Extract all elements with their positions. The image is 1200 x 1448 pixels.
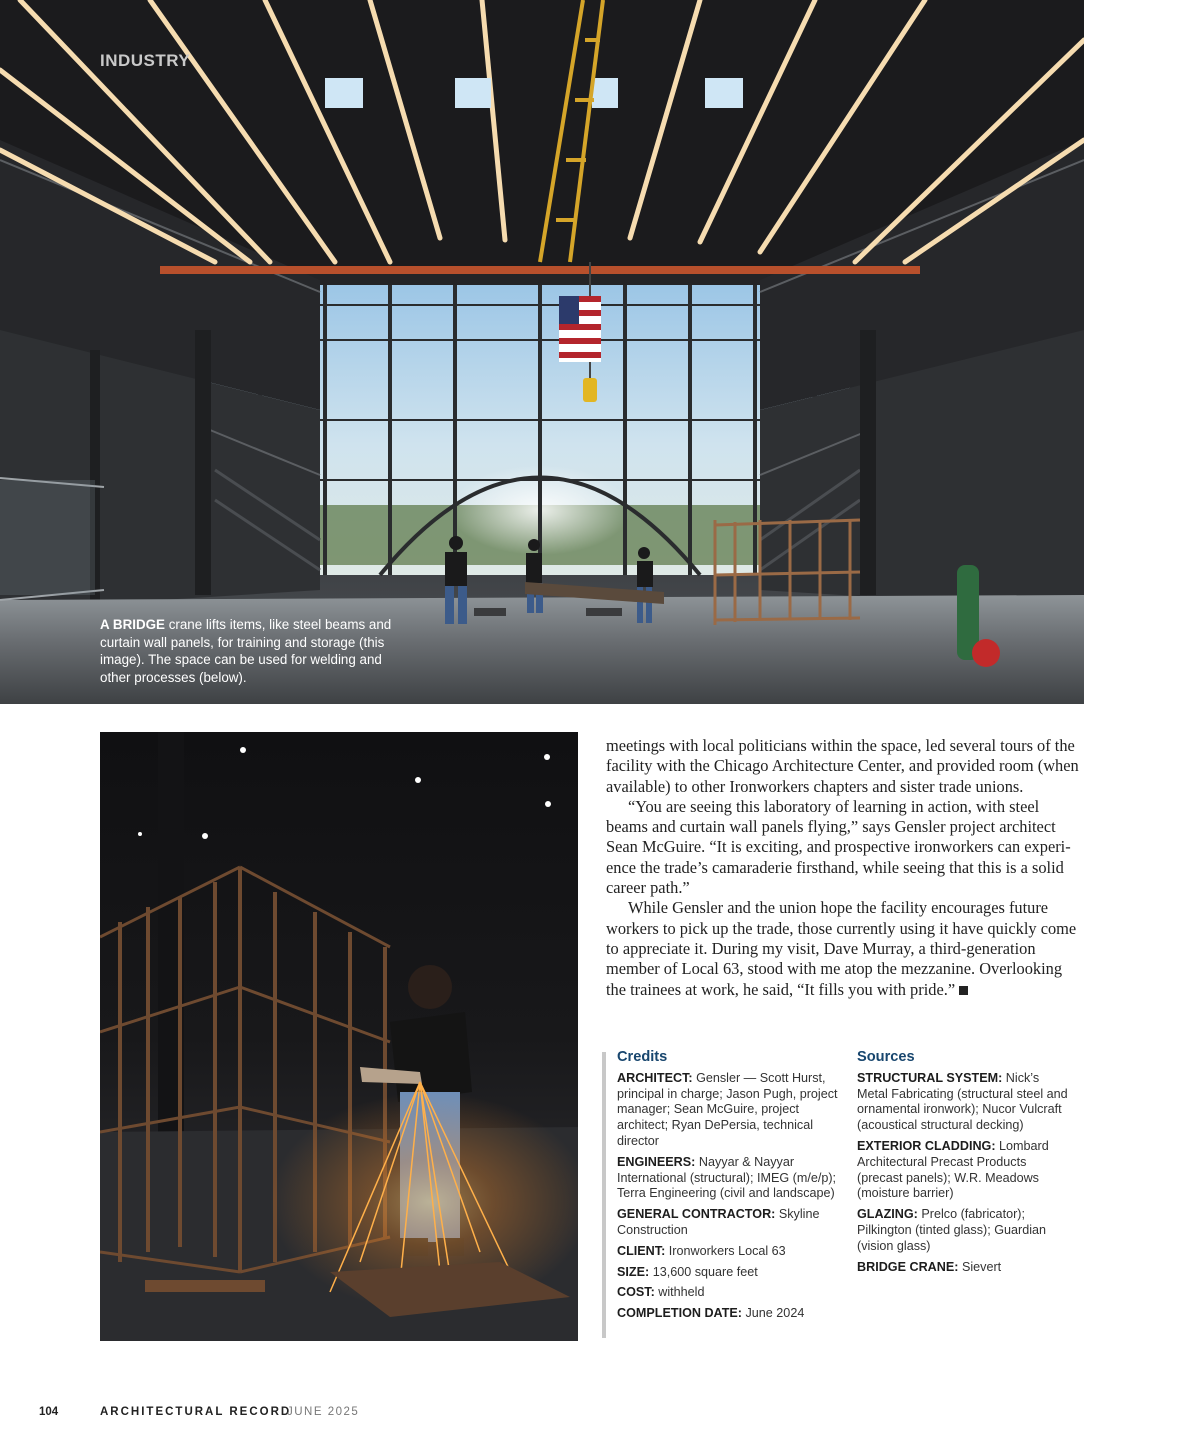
hero-caption-lead: A BRIDGE	[100, 617, 165, 632]
issue-date: JUNE 2025	[287, 1406, 360, 1418]
source-label: BRIDGE CRANE:	[857, 1259, 959, 1274]
body-paragraph: “You are seeing this laboratory of learning in action, with steel beams and curtain wall panels flying,” says Gensler project architect Sean McGuire. “It is exciting, and prospective ironworkers can experience the trade’s camaraderie firsthand, while seeing that this is a solid career path.”	[606, 796, 1071, 898]
source-entry	[857, 1260, 1072, 1276]
source-label: GLAZING:	[857, 1207, 918, 1222]
welding-photo-illustration	[100, 732, 578, 1341]
hero-photo-illustration	[0, 0, 1084, 704]
credit-entry	[617, 1071, 845, 1150]
credit-value: June 2024	[745, 1306, 805, 1321]
hero-caption	[100, 616, 400, 686]
source-entry	[857, 1071, 1072, 1134]
credit-entry	[617, 1244, 845, 1260]
source-value: Nick’s Metal Fabricating (structural steel and ornamental ironwork); Nucor Vulcraft (acoustical structural decking)	[857, 1070, 1068, 1133]
end-mark-icon	[959, 986, 968, 995]
credit-entry	[617, 1285, 845, 1301]
body-paragraph-text: While Gensler and the union hope the facility encourages future workers to pick up the trade, those currently using it have quickly come to appreciate it. During my visit, Dave Murray, a third-generation member of Local 63, stood with me atop the mezzanine. Overlooking the trainees at work, he said, “It fills you with pride.”	[606, 898, 1077, 999]
source-value: Prelco (fabricator); Pilkington (tinted glass); Guardian (vision glass)	[857, 1207, 1047, 1253]
credit-entry	[617, 1155, 845, 1202]
credits-rule	[602, 1052, 606, 1338]
hero-caption-text: crane lifts items, like steel beams and curtain wall panels, for training and storage (this image). The space can be used for welding and other processes (below).	[100, 617, 392, 685]
credit-label: SIZE:	[617, 1264, 650, 1279]
credit-value: Nayyar & Nayyar International (structural); IMEG (m/e/p); Terra Engineering (civil and landscape)	[617, 1154, 837, 1201]
source-value: Sievert	[961, 1259, 1002, 1274]
credit-label: COMPLETION DATE:	[617, 1306, 742, 1321]
sources-heading: Sources	[857, 1049, 915, 1065]
section-label: INDUSTRY	[100, 51, 191, 70]
credit-label: ARCHITECT:	[617, 1070, 693, 1085]
credit-value: Ironworkers Local 63	[668, 1243, 786, 1258]
credit-value: Gensler — Scott Hurst, principal in charge; Jason Pugh, project manager; Sean McGuire, project architect; Ryan DePersia, technical director	[617, 1070, 838, 1148]
hero-photo	[0, 0, 1084, 704]
source-label: EXTERIOR CLADDING:	[857, 1138, 996, 1153]
credit-label: COST:	[617, 1285, 655, 1300]
credit-label: CLIENT:	[617, 1243, 666, 1258]
credit-label: GENERAL CONTRACTOR:	[617, 1207, 776, 1222]
credit-value: 13,600 square feet	[652, 1264, 758, 1279]
source-entry	[857, 1139, 1072, 1202]
page-number: 104	[39, 1406, 59, 1418]
credit-label: ENGINEERS:	[617, 1154, 696, 1169]
credit-entry	[617, 1207, 845, 1239]
credit-entry	[617, 1265, 845, 1281]
source-entry	[857, 1207, 1072, 1254]
credits-column	[617, 1050, 845, 1327]
body-paragraph-last	[606, 898, 1084, 999]
publication-name: ARCHITECTURAL RECORD	[100, 1406, 292, 1418]
source-value: Lombard Architectural Precast Products (precast panels); W.R. Meadows (moisture barrier)	[857, 1138, 1049, 1201]
article-body	[606, 736, 1084, 1000]
source-label: STRUCTURAL SYSTEM:	[857, 1070, 1003, 1085]
body-paragraph: meetings with local politicians within the space, led several tours of the facility with the Chicago Architecture Center, and provided room (when available) to other Ironworkers chapters and sister trade unions.	[606, 736, 1079, 796]
credit-value: Skyline Construction	[617, 1207, 820, 1237]
credit-entry	[617, 1306, 845, 1322]
credits-heading: Credits	[617, 1049, 668, 1065]
sources-column	[857, 1050, 1072, 1280]
credit-value: withheld	[658, 1285, 705, 1300]
welding-photo	[100, 732, 578, 1341]
